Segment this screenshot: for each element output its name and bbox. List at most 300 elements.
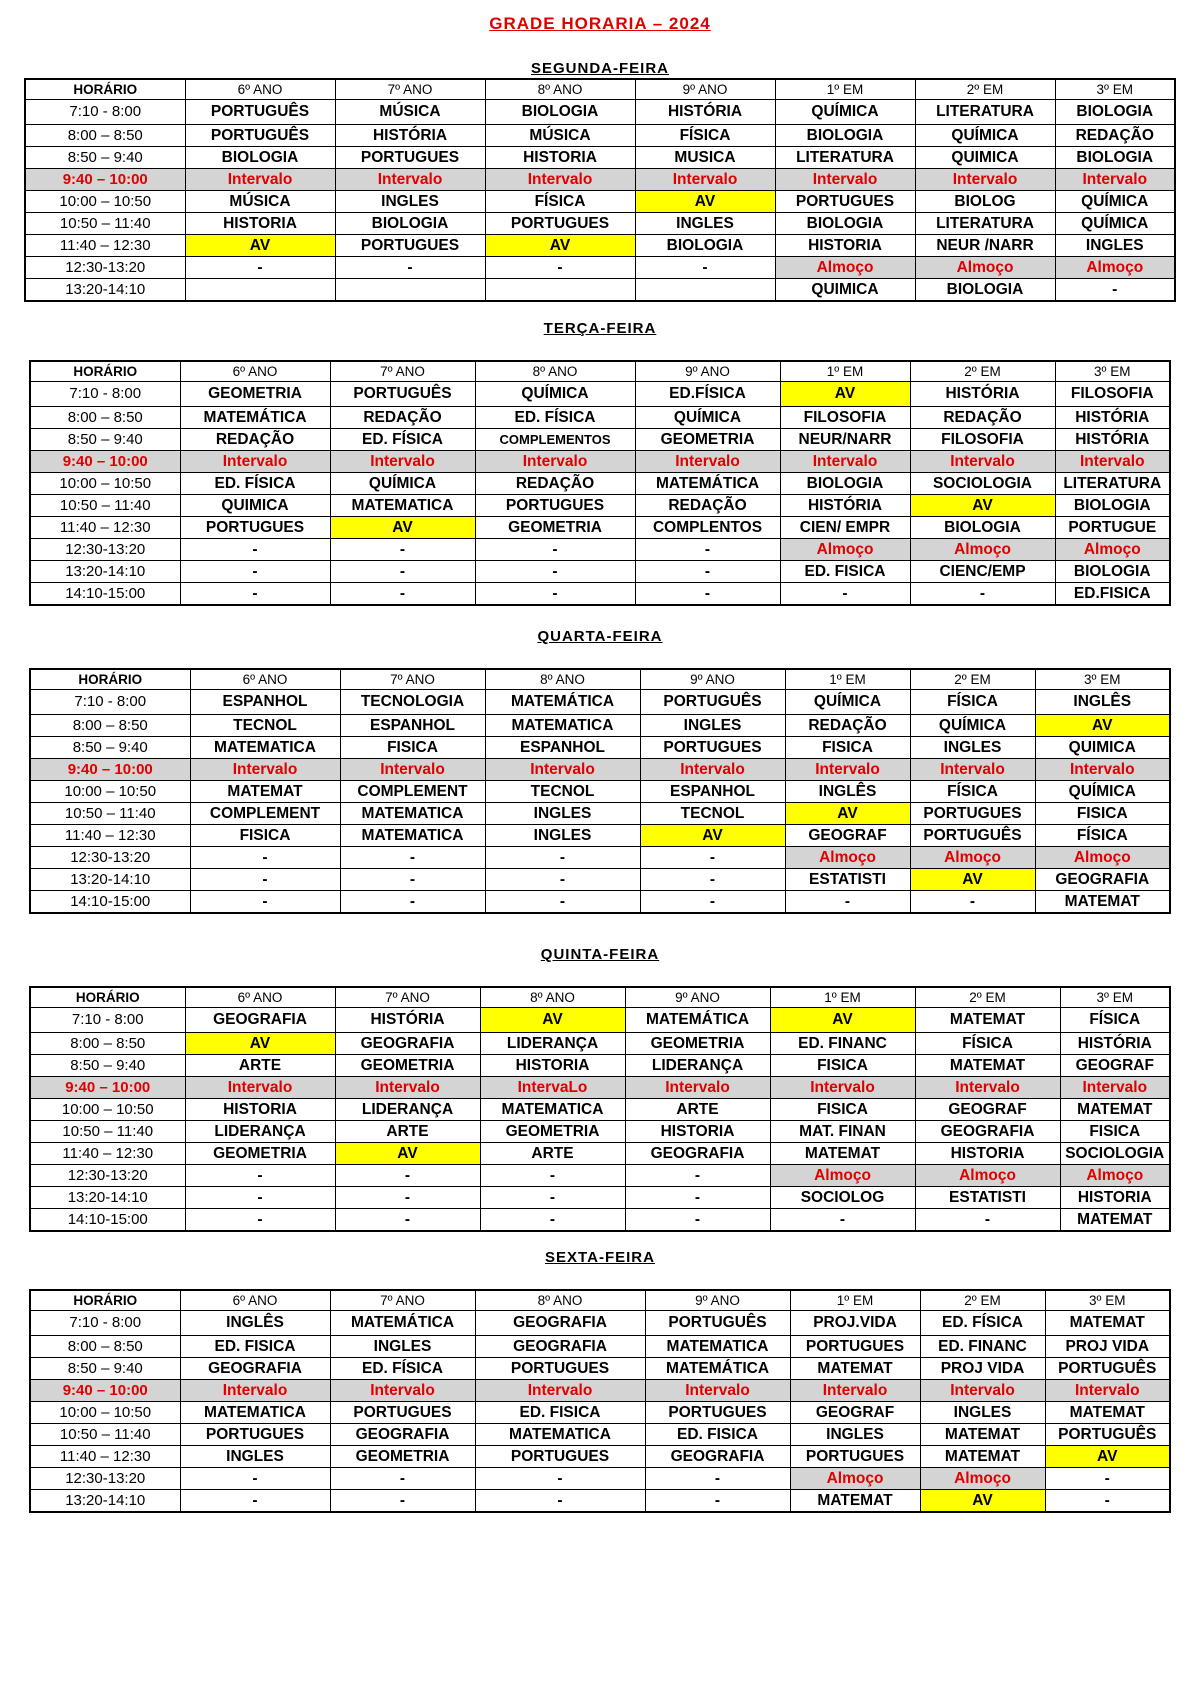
subject-cell: GEOMETRIA <box>330 1446 475 1468</box>
subject-cell: QUÍMICA <box>785 690 910 715</box>
subject-cell: PORTUGUES <box>775 191 915 213</box>
time-cell: 10:00 – 10:50 <box>30 781 190 803</box>
time-cell: 13:20-14:10 <box>30 1187 185 1209</box>
table-row <box>30 1165 1170 1187</box>
subject-cell: HISTORIA <box>480 1055 625 1077</box>
subject-cell: MATEMAT <box>1060 1209 1170 1232</box>
subject-cell: HISTÓRIA <box>1060 1033 1170 1055</box>
subject-cell: MÚSICA <box>335 100 485 125</box>
subject-cell: - <box>485 891 640 914</box>
subject-cell: ARTE <box>185 1055 335 1077</box>
subject-cell: - <box>335 257 485 279</box>
table-row <box>30 517 1170 539</box>
lunch-cell: Almoço <box>790 1468 920 1490</box>
time-cell: 10:50 – 11:40 <box>30 1121 185 1143</box>
time-cell: 7:10 - 8:00 <box>30 690 190 715</box>
subject-cell: FISICA <box>340 737 485 759</box>
subject-cell: Intervalo <box>1045 1380 1170 1402</box>
subject-cell: FISICA <box>190 825 340 847</box>
subject-cell: PORTUGUÊS <box>185 100 335 125</box>
subject-cell: MÚSICA <box>485 125 635 147</box>
subject-cell: MATEMATICA <box>485 715 640 737</box>
subject-cell: GEOGRAF <box>915 1099 1060 1121</box>
subject-cell: PROJ VIDA <box>1045 1336 1170 1358</box>
subject-cell: ED. FISICA <box>475 1402 645 1424</box>
subject-cell: PORTUGUÊS <box>910 825 1035 847</box>
header-row <box>30 987 1170 1008</box>
table-row <box>30 429 1170 451</box>
subject-cell: - <box>910 891 1035 914</box>
subject-cell: MATEMÁTICA <box>180 407 330 429</box>
subject-cell: PORTUGUES <box>485 213 635 235</box>
subject-cell: NEUR /NARR <box>915 235 1055 257</box>
subject-cell: - <box>480 1209 625 1232</box>
subject-cell: - <box>485 257 635 279</box>
subject-cell: - <box>475 1490 645 1513</box>
assessment-cell: AV <box>330 517 475 539</box>
column-header: 2º EM <box>915 987 1060 1008</box>
day-section-1 <box>0 320 1200 606</box>
lunch-cell: Almoço <box>770 1165 915 1187</box>
time-cell: 7:10 - 8:00 <box>25 100 185 125</box>
time-cell: 8:00 – 8:50 <box>30 1336 180 1358</box>
table-row <box>30 1033 1170 1055</box>
subject-cell: QUIMICA <box>1035 737 1170 759</box>
lunch-cell: Almoço <box>920 1468 1045 1490</box>
table-row <box>30 869 1170 891</box>
assessment-cell: AV <box>910 495 1055 517</box>
subject-cell: FILOSOFIA <box>1055 382 1170 407</box>
subject-cell: REDAÇÃO <box>635 495 780 517</box>
subject-cell: ESTATISTI <box>785 869 910 891</box>
subject-cell: - <box>335 1187 480 1209</box>
subject-cell: MATEMATICA <box>645 1336 790 1358</box>
subject-cell: PROJ VIDA <box>920 1358 1045 1380</box>
subject-cell: Intervalo <box>330 1380 475 1402</box>
time-cell: 9:40 – 10:00 <box>30 451 180 473</box>
subject-cell: Intervalo <box>475 451 635 473</box>
subject-cell: BIOLOG <box>915 191 1055 213</box>
header-row <box>30 1290 1170 1311</box>
subject-cell: ESPANHOL <box>190 690 340 715</box>
subject-cell: ED. FÍSICA <box>330 429 475 451</box>
subject-cell: MATEMÁTICA <box>645 1358 790 1380</box>
subject-cell: INGLES <box>640 715 785 737</box>
subject-cell: - <box>330 583 475 606</box>
subject-cell: HISTÓRIA <box>1055 407 1170 429</box>
subject-cell: PORTUGUES <box>335 235 485 257</box>
subject-cell: BIOLOGIA <box>485 100 635 125</box>
subject-cell: MATEMAT <box>790 1358 920 1380</box>
subject-cell: - <box>635 257 775 279</box>
subject-cell: - <box>480 1187 625 1209</box>
subject-cell: PORTUGUES <box>475 1358 645 1380</box>
subject-cell: LIDERANÇA <box>480 1033 625 1055</box>
subject-cell: MATEMAT <box>1060 1099 1170 1121</box>
column-header: 3º EM <box>1060 987 1170 1008</box>
day-heading: QUINTA-FEIRA <box>540 946 660 963</box>
subject-cell: - <box>475 1468 645 1490</box>
subject-cell: QUÍMICA <box>1055 213 1175 235</box>
subject-cell: Intervalo <box>1035 759 1170 781</box>
subject-cell: INGLES <box>485 803 640 825</box>
column-header: 3º EM <box>1045 1290 1170 1311</box>
subject-cell: LIDERANÇA <box>335 1099 480 1121</box>
subject-cell: GEOMETRIA <box>625 1033 770 1055</box>
subject-cell: GEOGRAF <box>785 825 910 847</box>
time-cell: 11:40 – 12:30 <box>30 825 190 847</box>
time-cell: 8:50 – 9:40 <box>30 1055 185 1077</box>
subject-cell: INGLES <box>790 1424 920 1446</box>
subject-cell: ED. FISICA <box>645 1424 790 1446</box>
day-section-3 <box>0 946 1200 1232</box>
table-row <box>30 1380 1170 1402</box>
time-cell: 7:10 - 8:00 <box>30 382 180 407</box>
subject-cell: Intervalo <box>785 759 910 781</box>
subject-cell: HISTÓRIA <box>635 100 775 125</box>
subject-cell: - <box>335 1165 480 1187</box>
subject-cell: - <box>185 257 335 279</box>
column-header: 1º EM <box>790 1290 920 1311</box>
subject-cell: PROJ.VIDA <box>790 1311 920 1336</box>
subject-cell: Intervalo <box>330 451 475 473</box>
subject-cell: BIOLOGIA <box>1055 100 1175 125</box>
column-header: 8º ANO <box>475 361 635 382</box>
subject-cell: QUIMICA <box>775 279 915 302</box>
subject-cell: - <box>635 583 780 606</box>
subject-cell: BIOLOGIA <box>775 213 915 235</box>
column-header: 3º EM <box>1055 361 1170 382</box>
assessment-cell: AV <box>1045 1446 1170 1468</box>
time-cell: 10:00 – 10:50 <box>30 1099 185 1121</box>
assessment-cell: AV <box>785 803 910 825</box>
column-header: 6º ANO <box>185 987 335 1008</box>
subject-cell: LITERATURA <box>915 213 1055 235</box>
subject-cell: INGLES <box>635 213 775 235</box>
subject-cell: - <box>475 561 635 583</box>
time-cell: 8:00 – 8:50 <box>30 715 190 737</box>
column-header: 3º EM <box>1055 79 1175 100</box>
assessment-cell: AV <box>910 869 1035 891</box>
subject-cell: HISTÓRIA <box>335 125 485 147</box>
subject-cell: FÍSICA <box>1035 825 1170 847</box>
column-header: 2º EM <box>910 361 1055 382</box>
column-header: 1º EM <box>775 79 915 100</box>
subject-cell: REDAÇÃO <box>785 715 910 737</box>
subject-cell: BIOLOGIA <box>915 279 1055 302</box>
subject-cell: Intervalo <box>635 169 775 191</box>
column-header: HORÁRIO <box>30 1290 180 1311</box>
table-row <box>25 147 1175 169</box>
column-header: 7º ANO <box>335 79 485 100</box>
subject-cell: GEOGRAFIA <box>185 1008 335 1033</box>
table-row <box>25 125 1175 147</box>
subject-cell: - <box>330 539 475 561</box>
subject-cell: Intervalo <box>180 451 330 473</box>
subject-cell: - <box>330 1490 475 1513</box>
subject-cell: HISTORIA <box>185 1099 335 1121</box>
subject-cell: PORTUGUES <box>790 1336 920 1358</box>
table-row <box>30 1099 1170 1121</box>
column-header: 9º ANO <box>645 1290 790 1311</box>
schedule-table <box>24 78 1176 302</box>
assessment-cell: AV <box>1035 715 1170 737</box>
subject-cell: - <box>190 847 340 869</box>
subject-cell: ED. FINANC <box>770 1033 915 1055</box>
lunch-cell: Almoço <box>910 539 1055 561</box>
subject-cell: - <box>480 1165 625 1187</box>
assessment-cell: AV <box>640 825 785 847</box>
subject-cell: ED. FÍSICA <box>180 473 330 495</box>
day-heading: TERÇA-FEIRA <box>543 320 657 337</box>
subject-cell: - <box>340 891 485 914</box>
lunch-cell: Almoço <box>775 257 915 279</box>
subject-cell: GEOMETRIA <box>180 382 330 407</box>
subject-cell: - <box>190 891 340 914</box>
time-cell: 9:40 – 10:00 <box>25 169 185 191</box>
subject-cell: INGLÊS <box>785 781 910 803</box>
subject-cell: PORTUGUES <box>640 737 785 759</box>
table-row <box>25 279 1175 302</box>
subject-cell: - <box>785 891 910 914</box>
subject-cell: INGLES <box>1055 235 1175 257</box>
subject-cell: PORTUGUES <box>330 1402 475 1424</box>
time-cell: 8:00 – 8:50 <box>25 125 185 147</box>
assessment-cell: AV <box>485 235 635 257</box>
time-cell: 8:00 – 8:50 <box>30 407 180 429</box>
table-row <box>30 561 1170 583</box>
subject-cell: FÍSICA <box>910 690 1035 715</box>
subject-cell: Intervalo <box>915 169 1055 191</box>
subject-cell: - <box>910 583 1055 606</box>
column-header: 6º ANO <box>185 79 335 100</box>
assessment-cell: AV <box>920 1490 1045 1513</box>
subject-cell: LIDERANÇA <box>185 1121 335 1143</box>
subject-cell: - <box>635 561 780 583</box>
subject-cell: PORTUGUES <box>475 495 635 517</box>
column-header: HORÁRIO <box>30 669 190 690</box>
column-header: 7º ANO <box>340 669 485 690</box>
subject-cell: NEUR/NARR <box>780 429 910 451</box>
subject-cell: Intervalo <box>770 1077 915 1099</box>
subject-cell: Intervalo <box>180 1380 330 1402</box>
subject-cell: ESPANHOL <box>485 737 640 759</box>
subject-cell: HISTÓRIA <box>910 382 1055 407</box>
table-row <box>30 1187 1170 1209</box>
day-heading: QUARTA-FEIRA <box>537 628 663 645</box>
subject-cell <box>185 279 335 302</box>
subject-cell: - <box>770 1209 915 1232</box>
subject-cell: BIOLOGIA <box>1055 495 1170 517</box>
subject-cell: FISICA <box>770 1055 915 1077</box>
table-row <box>30 473 1170 495</box>
subject-cell: LITERATURA <box>915 100 1055 125</box>
column-header: 8º ANO <box>485 669 640 690</box>
subject-cell: ARTE <box>335 1121 480 1143</box>
subject-cell: HISTORIA <box>485 147 635 169</box>
subject-cell: COMPLENTOS <box>635 517 780 539</box>
subject-cell: INGLÊS <box>1035 690 1170 715</box>
subject-cell: - <box>180 561 330 583</box>
table-row <box>30 495 1170 517</box>
subject-cell: MATEMAT <box>190 781 340 803</box>
column-header: 9º ANO <box>635 79 775 100</box>
table-row <box>30 1008 1170 1033</box>
subject-cell: - <box>330 1468 475 1490</box>
subject-cell: QUIMICA <box>915 147 1055 169</box>
subject-cell: HISTÓRIA <box>1055 429 1170 451</box>
table-row <box>30 1402 1170 1424</box>
time-cell: 10:50 – 11:40 <box>25 213 185 235</box>
subject-cell: REDAÇÃO <box>330 407 475 429</box>
subject-cell: Intervalo <box>920 1380 1045 1402</box>
header-row <box>25 79 1175 100</box>
subject-cell: BIOLOGIA <box>1055 147 1175 169</box>
lunch-cell: Almoço <box>1035 847 1170 869</box>
subject-cell: FISICA <box>785 737 910 759</box>
subject-cell: LIDERANÇA <box>625 1055 770 1077</box>
subject-cell: Intervalo <box>485 759 640 781</box>
subject-cell: MATEMAT <box>1045 1311 1170 1336</box>
subject-cell: GEOGRAFIA <box>330 1424 475 1446</box>
time-cell: 8:50 – 9:40 <box>25 147 185 169</box>
assessment-cell: AV <box>770 1008 915 1033</box>
lunch-cell: Almoço <box>1055 257 1175 279</box>
lunch-cell: Almoço <box>1055 539 1170 561</box>
subject-cell: - <box>335 1209 480 1232</box>
subject-cell: - <box>915 1209 1060 1232</box>
subject-cell: SOCIOLOGIA <box>910 473 1055 495</box>
subject-cell: GEOGRAFIA <box>915 1121 1060 1143</box>
subject-cell: FÍSICA <box>915 1033 1060 1055</box>
subject-cell: COMPLEMENT <box>340 781 485 803</box>
time-cell: 11:40 – 12:30 <box>25 235 185 257</box>
schedule-table <box>29 986 1171 1232</box>
subject-cell: Intervalo <box>910 759 1035 781</box>
column-header: 6º ANO <box>180 1290 330 1311</box>
subject-cell: Intervalo <box>1060 1077 1170 1099</box>
subject-cell: MATEMAT <box>1045 1402 1170 1424</box>
subject-cell: PORTUGUES <box>335 147 485 169</box>
subject-cell <box>635 279 775 302</box>
subject-cell: GEOMETRIA <box>335 1055 480 1077</box>
time-cell: 12:30-13:20 <box>30 847 190 869</box>
time-cell: 12:30-13:20 <box>30 1165 185 1187</box>
subject-cell: MATEMÁTICA <box>485 690 640 715</box>
table-row <box>30 1055 1170 1077</box>
table-row <box>30 803 1170 825</box>
subject-cell: FILOSOFIA <box>910 429 1055 451</box>
subject-cell: - <box>640 891 785 914</box>
subject-cell: MATEMATICA <box>480 1099 625 1121</box>
assessment-cell: AV <box>780 382 910 407</box>
subject-cell: FÍSICA <box>910 781 1035 803</box>
time-cell: 12:30-13:20 <box>25 257 185 279</box>
header-row <box>30 361 1170 382</box>
subject-cell: GEOGRAFIA <box>180 1358 330 1380</box>
subject-cell: QUIMICA <box>180 495 330 517</box>
lunch-cell: Almoço <box>915 1165 1060 1187</box>
subject-cell: CIENC/EMP <box>910 561 1055 583</box>
subject-cell: INGLES <box>920 1402 1045 1424</box>
table-row <box>25 100 1175 125</box>
subject-cell: FÍSICA <box>485 191 635 213</box>
subject-cell: HISTORIA <box>185 213 335 235</box>
subject-cell: HISTORIA <box>1060 1187 1170 1209</box>
subject-cell: Intervalo <box>910 451 1055 473</box>
day-heading: SEXTA-FEIRA <box>545 1249 655 1266</box>
subject-cell: - <box>180 583 330 606</box>
table-row <box>30 825 1170 847</box>
table-row <box>30 1209 1170 1232</box>
subject-cell: QUÍMICA <box>1055 191 1175 213</box>
table-row <box>30 407 1170 429</box>
subject-cell: Intervalo <box>185 169 335 191</box>
column-header: 9º ANO <box>635 361 780 382</box>
subject-cell: MATEMATICA <box>190 737 340 759</box>
subject-cell: Intervalo <box>485 169 635 191</box>
subject-cell: PORTUGUÊS <box>330 382 475 407</box>
table-row <box>25 257 1175 279</box>
subject-cell: - <box>180 1468 330 1490</box>
subject-cell: MATEMÁTICA <box>625 1008 770 1033</box>
column-header: HORÁRIO <box>30 361 180 382</box>
time-cell: 12:30-13:20 <box>30 539 180 561</box>
subject-cell: - <box>475 539 635 561</box>
subject-cell: - <box>180 1490 330 1513</box>
subject-cell: - <box>635 539 780 561</box>
column-header: 1º EM <box>785 669 910 690</box>
subject-cell: BIOLOGIA <box>910 517 1055 539</box>
subject-cell: GEOGRAF <box>1060 1055 1170 1077</box>
subject-cell: PORTUGUES <box>180 517 330 539</box>
subject-cell: COMPLEMENTOS <box>475 429 635 451</box>
table-row <box>30 1336 1170 1358</box>
subject-cell: GEOMETRIA <box>480 1121 625 1143</box>
subject-cell: TECNOL <box>190 715 340 737</box>
subject-cell: ARTE <box>480 1143 625 1165</box>
subject-cell: GEOGRAF <box>790 1402 920 1424</box>
subject-cell: - <box>180 539 330 561</box>
subject-cell: BIOLOGIA <box>1055 561 1170 583</box>
subject-cell: MÚSICA <box>185 191 335 213</box>
subject-cell <box>485 279 635 302</box>
subject-cell: - <box>1045 1490 1170 1513</box>
subject-cell: MATEMÁTICA <box>330 1311 475 1336</box>
subject-cell: QUÍMICA <box>910 715 1035 737</box>
subject-cell: - <box>625 1187 770 1209</box>
assessment-cell: AV <box>335 1143 480 1165</box>
subject-cell: ARTE <box>625 1099 770 1121</box>
subject-cell: COMPLEMENT <box>190 803 340 825</box>
subject-cell: GEOMETRIA <box>185 1143 335 1165</box>
column-header: 7º ANO <box>330 361 475 382</box>
table-row <box>30 1358 1170 1380</box>
time-cell: 8:50 – 9:40 <box>30 429 180 451</box>
table-row <box>30 781 1170 803</box>
subject-cell: FILOSOFIA <box>780 407 910 429</box>
column-header: 8º ANO <box>485 79 635 100</box>
subject-cell <box>335 279 485 302</box>
subject-cell: - <box>185 1165 335 1187</box>
lunch-cell: Almoço <box>1060 1165 1170 1187</box>
subject-cell: GEOGRAFIA <box>475 1311 645 1336</box>
subject-cell: QUÍMICA <box>915 125 1055 147</box>
subject-cell: HISTORIA <box>775 235 915 257</box>
subject-cell: GEOGRAFIA <box>475 1336 645 1358</box>
subject-cell: MATEMATICA <box>180 1402 330 1424</box>
column-header: 8º ANO <box>475 1290 645 1311</box>
